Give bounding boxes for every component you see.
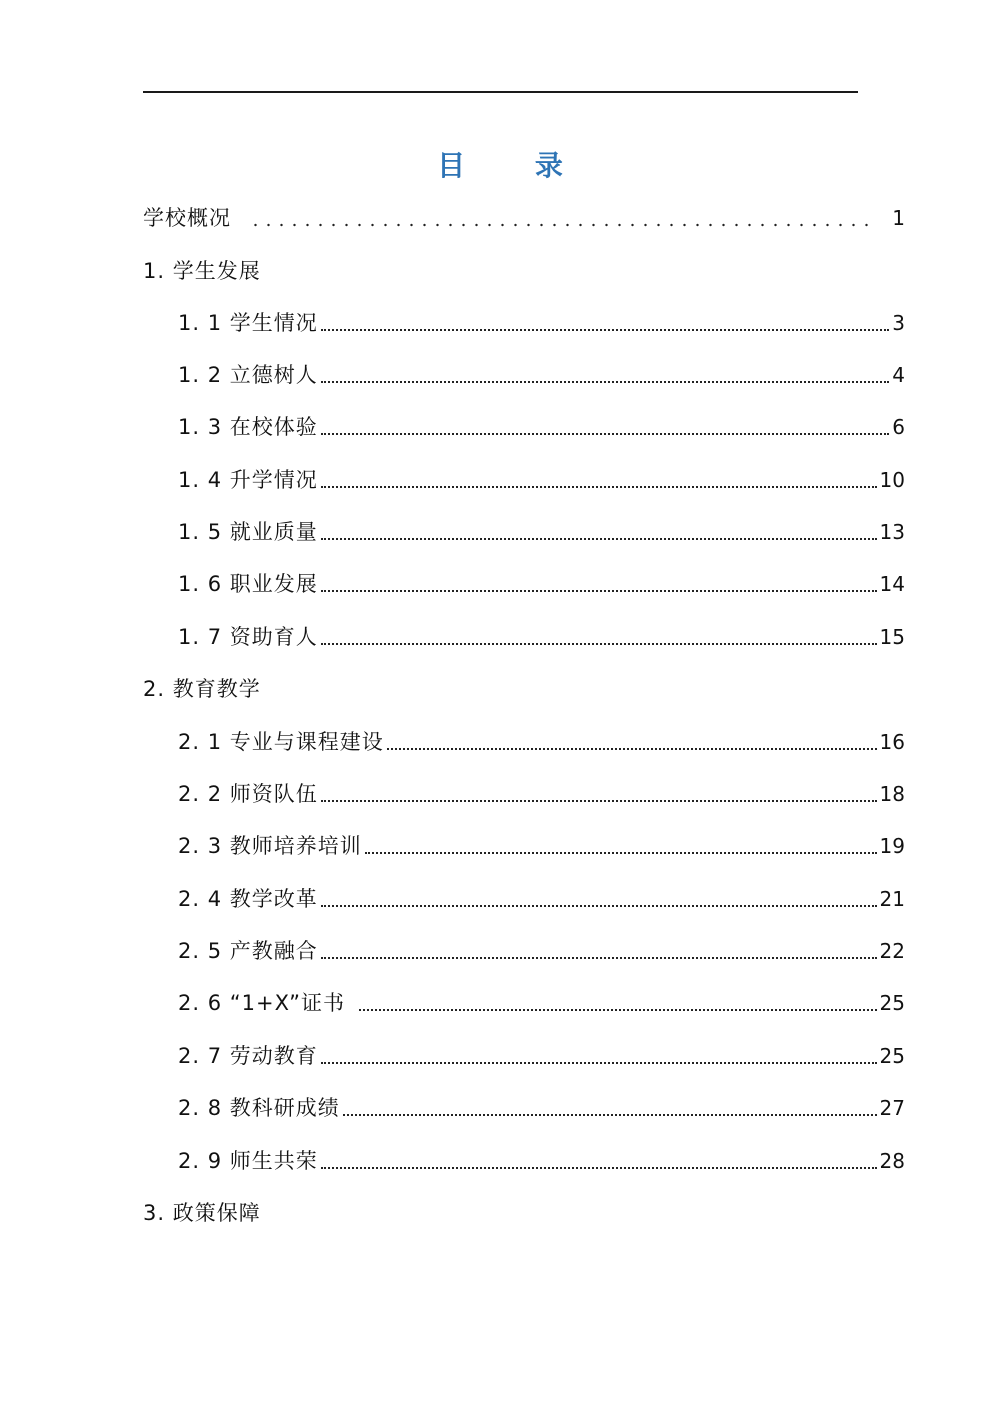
toc-entry-1-6[interactable]: [178, 569, 905, 599]
toc-page-number: 3: [892, 311, 905, 335]
toc-section-education-teaching[interactable]: [143, 674, 905, 704]
dot-leader: [321, 905, 877, 907]
header-rule: [143, 91, 858, 93]
dot-leader: [321, 433, 890, 435]
dot-leader: [249, 223, 878, 227]
toc-page-number: 10: [879, 468, 905, 492]
toc-section-label: 3. 政策保障: [143, 1201, 261, 1225]
toc-entry-2-4[interactable]: [178, 884, 905, 914]
toc-page-number: 16: [879, 730, 905, 754]
dot-leader: [321, 800, 877, 802]
toc-entry-1-7[interactable]: [178, 622, 905, 652]
toc-entry-school-overview[interactable]: [143, 203, 905, 233]
toc-page-number: 18: [879, 782, 905, 806]
toc-entry-label: 2. 3 教师培养培训: [178, 834, 362, 858]
toc-entry-2-1[interactable]: [178, 727, 905, 757]
toc-page-number: 22: [879, 939, 905, 963]
toc-page-number: 19: [879, 834, 905, 858]
toc-entry-label: 1. 2 立德树人: [178, 363, 318, 387]
toc-entry-2-7[interactable]: [178, 1041, 905, 1071]
toc-entry-label: 2. 2 师资队伍: [178, 782, 318, 806]
toc-entry-label: 2. 5 产教融合: [178, 939, 318, 963]
toc-entry-1-3[interactable]: [178, 412, 905, 442]
dot-leader: [321, 957, 877, 959]
toc-entry-label: 1. 7 资助育人: [178, 625, 318, 649]
toc-entry-2-2[interactable]: [178, 779, 905, 809]
toc-section-policy-support[interactable]: [143, 1198, 905, 1228]
toc-entry-2-3[interactable]: [178, 831, 905, 861]
toc-entry-label: 1. 5 就业质量: [178, 520, 318, 544]
toc-entry-label: 2. 7 劳动教育: [178, 1044, 318, 1068]
toc-entry-label: 1. 4 升学情况: [178, 468, 318, 492]
toc-entry-2-9[interactable]: [178, 1146, 905, 1176]
toc-entry-label: 1. 1 学生情况: [178, 311, 318, 335]
dot-leader: [321, 486, 877, 488]
toc-page-number: 15: [879, 625, 905, 649]
toc-page-number: 1: [892, 206, 905, 230]
dot-leader: [321, 1062, 877, 1064]
toc-page-number: 4: [892, 363, 905, 387]
toc-entry-2-5[interactable]: [178, 936, 905, 966]
toc-page-number: 28: [879, 1149, 905, 1173]
toc-section-label: 2. 教育教学: [143, 677, 261, 701]
toc-page-number: 14: [879, 572, 905, 596]
toc-entry-label: 2. 1 专业与课程建设: [178, 730, 384, 754]
toc-page-number: 25: [879, 1044, 905, 1068]
toc-entry-label: 2. 8 教科研成绩: [178, 1096, 340, 1120]
toc-entry-label: 1. 3 在校体验: [178, 415, 318, 439]
dot-leader: [365, 852, 877, 854]
toc-entry-label: 2. 4 教学改革: [178, 887, 318, 911]
toc-entry-1-5[interactable]: [178, 517, 905, 547]
toc-page-number: 21: [879, 887, 905, 911]
dot-leader: [321, 538, 877, 540]
dot-leader: [321, 590, 877, 592]
toc-page-number: 27: [879, 1096, 905, 1120]
page-title: 目 录: [437, 149, 593, 182]
dot-leader: [321, 643, 877, 645]
toc-entry-1-4[interactable]: [178, 465, 905, 495]
toc-page-number: 13: [879, 520, 905, 544]
toc-entry-label: 学校概况: [143, 206, 231, 230]
toc-entry-1-1[interactable]: [178, 308, 905, 338]
toc-entry-1-2[interactable]: [178, 360, 905, 390]
dot-leader: [321, 1167, 877, 1169]
dot-leader: [321, 329, 890, 331]
toc-page-number: 25: [879, 991, 905, 1015]
toc-section-student-development[interactable]: [143, 256, 905, 286]
toc-entry-label: 2. 6 “1+X”证书: [178, 991, 345, 1015]
dot-leader: [321, 381, 890, 383]
toc-entry-2-8[interactable]: [178, 1093, 905, 1123]
toc-entry-label: 1. 6 职业发展: [178, 572, 318, 596]
toc-entry-2-6[interactable]: [178, 988, 905, 1018]
dot-leader: [387, 748, 877, 750]
toc-section-label: 1. 学生发展: [143, 259, 261, 283]
dot-leader: [359, 1009, 877, 1011]
dot-leader: [343, 1114, 877, 1116]
toc-page-number: 6: [892, 415, 905, 439]
toc-entry-label: 2. 9 师生共荣: [178, 1149, 318, 1173]
